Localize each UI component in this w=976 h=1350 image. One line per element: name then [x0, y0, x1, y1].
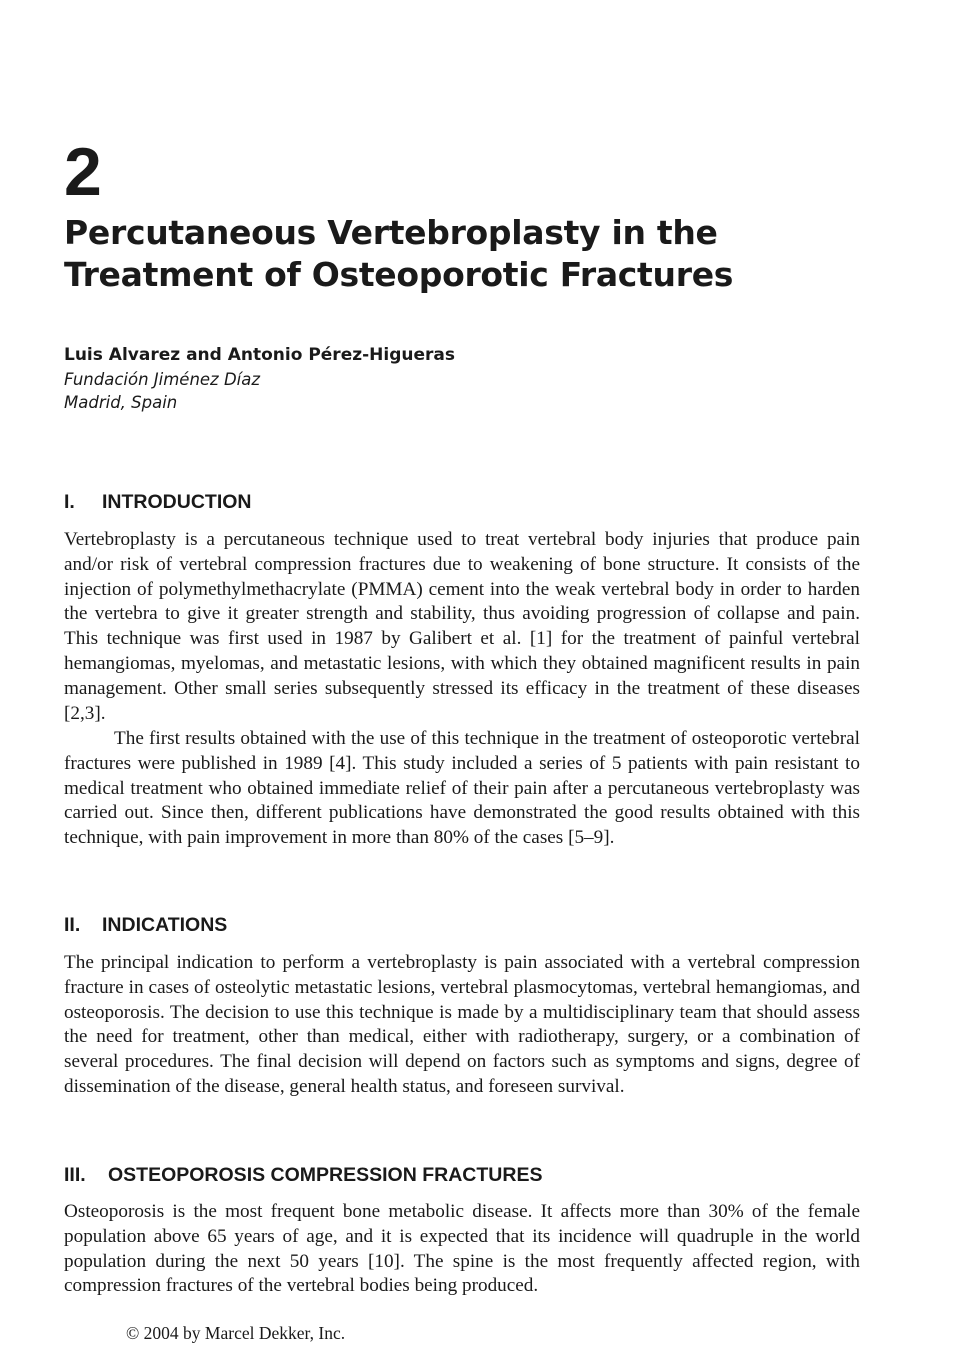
section-heading-osteoporosis [64, 1163, 542, 1187]
section-number: I. [64, 491, 75, 513]
copyright-footer: © 2004 by Marcel Dekker, Inc. [126, 1323, 346, 1343]
affiliation-location: Madrid, Spain [64, 393, 178, 412]
chapter-title [64, 212, 924, 296]
section-number: III. [64, 1164, 86, 1186]
chapter-title-line-2: Treatment of Osteoporotic Fractures [64, 255, 734, 294]
paragraph-osteoporosis: Osteoporosis is the most frequent bone metabolic disease. It affects more than 30% of the female population above 65 years of age, and it is expected that its incidence will quadruple in the world population during the next 50 years [10]. The spine is the most frequently affected region, with compression fractures of the vertebral bodies being produced. [64, 1201, 860, 1297]
paragraph-introduction-2: The first results obtained with the use of this technique in the treatment of osteoporotic vertebral fractures were published in 1989 [4]. This study included a series of 5 patients with pain resistant to medical treatment who obtained immediate relief of their pain after a percutaneous vertebroplasty was carried out. Since then, different publications have demonstrated the good results obtained with this technique, with pain improvement in more than 80% of the cases [5–9]. [64, 728, 860, 849]
section-number: II. [64, 914, 81, 936]
section-heading-indications [64, 913, 227, 937]
paragraph-introduction-1: Vertebroplasty is a percutaneous technique used to treat vertebral body injuries that produce pain and/or risk of vertebral compression fractures due to weakening of bone structure. It consists of the injection of polymethylmethacrylate (PMMA) cement into the weak vertebral body in order to harden the vertebra to give it greater strength and stability, thus avoiding progression of collapse and pain. This technique was first used in 1987 by Galibert et al. [1] for the treatment of painful vertebral hemangiomas, myelomas, and metastatic lesions, with which they obtained magnificent results in pain management. Other small series subsequently stressed its efficacy in the treatment of these diseases [2,3]. [64, 529, 860, 724]
section-heading-introduction [64, 490, 252, 514]
section-title: OSTEOPOROSIS COMPRESSION FRACTURES [108, 1164, 543, 1186]
section-title: INDICATIONS [102, 914, 228, 936]
author-names: Luis Alvarez and Antonio Pérez-Higueras [64, 345, 455, 365]
affiliation-institution: Fundación Jiménez Díaz [64, 370, 261, 389]
paragraph-indications: The principal indication to perform a vertebroplasty is pain associated with a vertebral compression fracture in cases of osteolytic metastatic lesions, vertebral plasmocytomas, vertebral hemangiomas, and osteoporosis. The decision to use this technique is made by a multidisciplinary team that should assess the need for treatment, other than medical, either with radiotherapy, surgery, or a combination of several procedures. The final decision will depend on factors such as symptoms and signs, degree of dissemination of the disease, general health status, and foreseen survival. [64, 952, 860, 1097]
chapter-title-line-1: Percutaneous Vertebroplasty in the [64, 213, 718, 252]
section-title: INTRODUCTION [102, 491, 252, 513]
chapter-number: 2 [64, 134, 102, 210]
